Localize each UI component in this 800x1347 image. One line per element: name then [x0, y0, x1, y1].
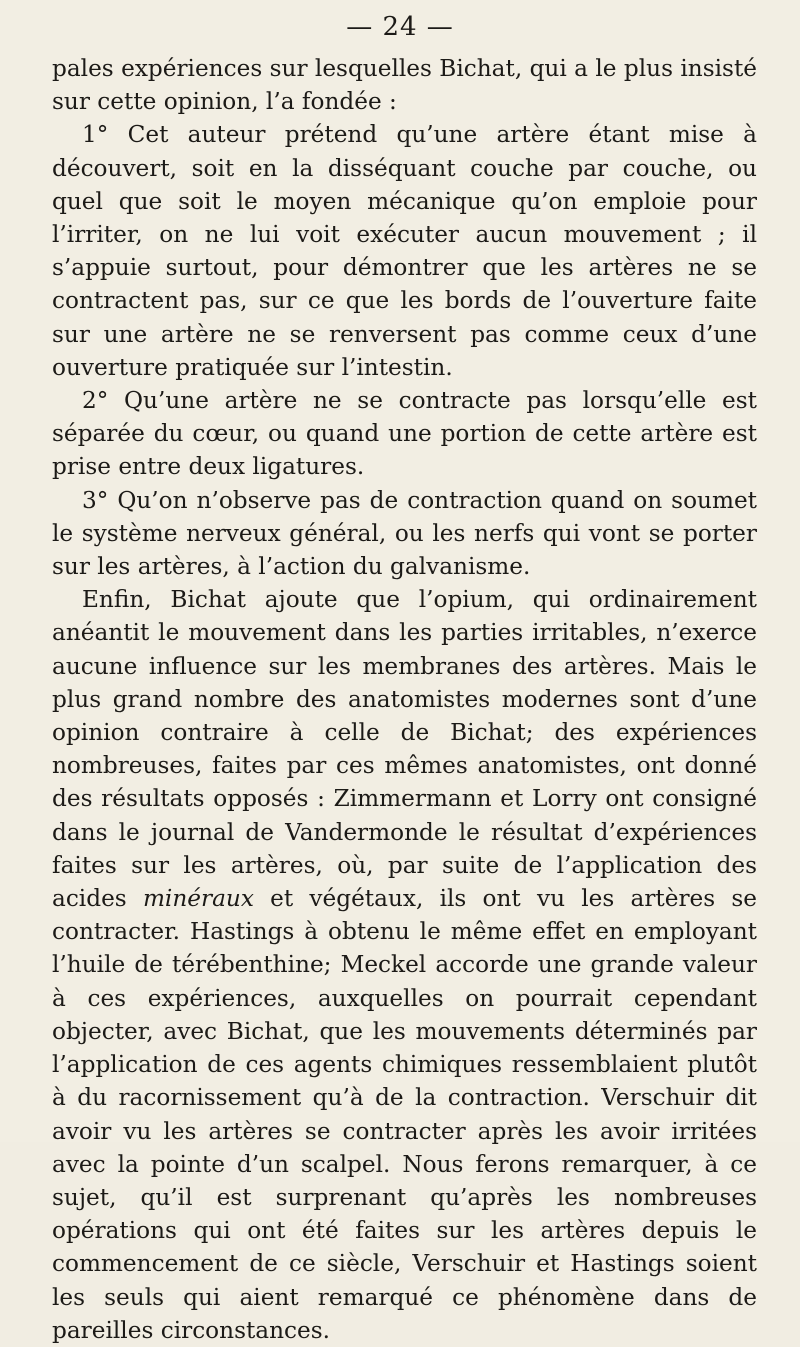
page-number: — 24 — [346, 12, 454, 42]
paragraph-point-3: 3° Qu’on n’observe pas de contraction quand on soumet le système nerveux général, ou les nerfs qui vont se porter sur les artères, à l’action du galvanisme. [52, 486, 757, 581]
paragraph-intro: pales expériences sur lesquelles Bichat, qui a le plus insisté sur cette opinion, l’a fondée : [52, 55, 757, 116]
paragraph-point-2: 2° Qu’une artère ne se contracte pas lorsqu’elle est séparée du cœur, ou quand une portion de cette artère est prise entre deux ligatures. [52, 387, 757, 481]
body-text [52, 52, 757, 1347]
italic-term: minéraux [142, 885, 254, 913]
conclusion-text-end: et végétaux, ils ont vu les artères se contracter. Hastings à obtenu le même effet en employant l’huile de térébenthine; Meckel accorde une grande valeur à ces expériences, auxquelles on pourrait cependant objecter, avec Bichat, que les mouvements déterminés par l’application de ces agents chimiques ressemblaient plutôt à du racornissement qu’à de la contraction. Verschuir dit avoir vu les artères se contracter après les avoir irritées avec la pointe d’un scalpel. Nous ferons remarquer, à ce sujet, qu’il est surprenant qu’après les nombreuses opérations qui ont été faites sur les artères depuis le commencement de ce siècle, Verschuir et Hastings soient les seuls qui aient remarqué ce phénomène dans de pareilles circonstances. [52, 885, 757, 1344]
paragraph-conclusion [52, 583, 757, 1347]
paragraph-point-1: 1° Cet auteur prétend qu’une artère étant mise à découvert, soit en la disséquant couche par couche, ou quel que soit le moyen mécanique qu’on emploie pour l’irriter, on ne lui voit exécuter aucun mouvement ; il s’appuie surtout, pour démontrer que les artères ne se contractent pas, sur ce que les bords de l’ouverture faite sur une artère ne se renversent pas comme ceux d’une ouverture pratiquée sur l’intestin. [52, 121, 757, 381]
conclusion-text-start: Enfin, Bichat ajoute que l’opium, qui ordinairement anéantit le mouvement dans les parties irritables, n’exerce aucune influence sur les membranes des artères. Mais le plus grand nombre des anatomistes modernes sont d’une opinion contraire à celle de Bichat; des expériences nombreuses, faites par ces mêmes anatomistes, ont donné des résultats opposés : Zimmermann et Lorry ont consigné dans le journal de Vandermonde le résultat d’expériences faites sur les artères, où, par suite de l’application des acides [52, 586, 757, 913]
